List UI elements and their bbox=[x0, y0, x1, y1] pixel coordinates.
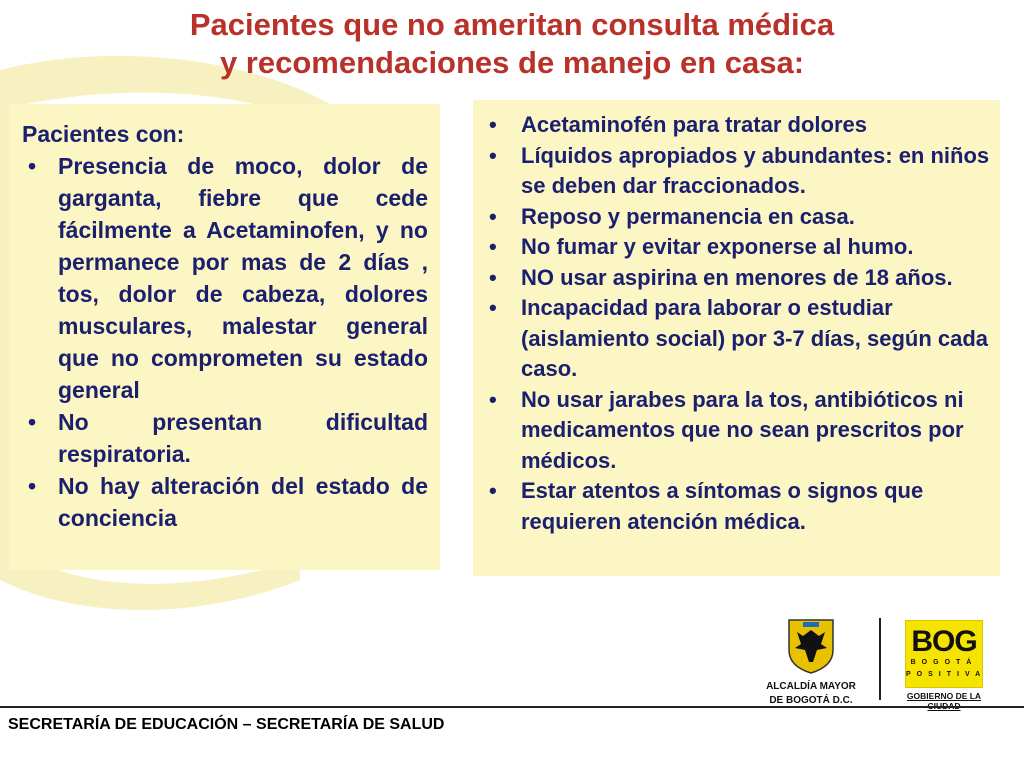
list-item-text: Incapacidad para laborar o estudiar (aislamiento social) por 3-7 días, según cada caso. bbox=[521, 295, 989, 381]
list-item-text: Reposo y permanencia en casa. bbox=[521, 203, 855, 229]
list-item-text: No presentan dificultad respiratoria. bbox=[58, 409, 428, 467]
bogota-positiva-logo bbox=[902, 620, 986, 711]
bog-gov-text: GOBIERNO DE LA bbox=[906, 691, 982, 701]
recommendations-box bbox=[473, 100, 1000, 576]
list-item bbox=[483, 293, 990, 385]
title-line-1: Pacientes que no ameritan consulta médica bbox=[189, 7, 835, 42]
bog-sub-2: POSITIVA bbox=[906, 671, 987, 678]
alcaldia-line-2: DE BOGOTÁ D.C. bbox=[769, 695, 853, 706]
list-item-text: Estar atentos a síntomas o signos que requieren atención médica. bbox=[521, 478, 924, 534]
logo-divider bbox=[879, 618, 881, 700]
symptoms-list bbox=[22, 150, 428, 534]
symptoms-intro: Pacientes con: bbox=[22, 121, 185, 147]
list-item bbox=[22, 406, 428, 470]
bullet-glyph: • bbox=[28, 153, 37, 179]
list-item bbox=[483, 110, 990, 141]
alcaldia-logo bbox=[756, 616, 866, 707]
list-item-text: Líquidos apropiados y abundantes: en niños se deben dar fraccionados. bbox=[521, 142, 990, 198]
footer-text: SECRETARÍA DE EDUCACIÓN – SECRETARÍA DE SALUD bbox=[8, 716, 445, 733]
bullet-glyph: • bbox=[28, 409, 37, 435]
bullet-glyph: • bbox=[489, 386, 497, 412]
list-item bbox=[483, 385, 990, 477]
list-item bbox=[483, 141, 990, 202]
bog-mark: BOG bbox=[911, 625, 977, 658]
coat-of-arms-icon bbox=[785, 616, 837, 674]
bog-sub-1: BOGOTÁ bbox=[910, 659, 978, 666]
list-item bbox=[483, 202, 990, 233]
list-item bbox=[483, 232, 990, 263]
alcaldia-line-1: ALCALDÍA MAYOR bbox=[766, 681, 856, 692]
footer-divider bbox=[0, 706, 1024, 708]
list-item-text: Acetaminofén para tratar dolores bbox=[521, 112, 867, 137]
bullet-glyph: • bbox=[489, 234, 497, 259]
list-item-text: Presencia de moco, dolor de garganta, fiebre que cede fácilmente a Acetaminofen, y no permanece por mas de 2 días , tos, dolor de cabeza, dolores musculares, malestar general que no comprometen su estado general bbox=[58, 153, 428, 403]
list-item bbox=[22, 150, 428, 406]
list-item-text: NO usar aspirina en menores de 18 años. bbox=[521, 264, 953, 290]
bullet-glyph: • bbox=[489, 478, 497, 503]
list-item bbox=[22, 470, 428, 534]
bullet-glyph: • bbox=[489, 203, 497, 229]
list-item bbox=[483, 476, 990, 537]
list-item-text: No usar jarabes para la tos, antibióticos ni medicamentos que no sean prescritos por médicos. bbox=[521, 386, 964, 473]
list-item bbox=[483, 263, 990, 294]
bog-badge bbox=[905, 620, 987, 688]
page-title bbox=[0, 6, 1024, 82]
bullet-glyph: • bbox=[28, 473, 37, 499]
list-item-text: No hay alteración del estado de conciencia bbox=[58, 473, 428, 531]
bullet-glyph: • bbox=[489, 295, 497, 320]
bullet-glyph: • bbox=[489, 142, 497, 168]
title-line-2: y recomendaciones de manejo en casa: bbox=[219, 45, 805, 80]
bullet-glyph: • bbox=[489, 264, 497, 290]
list-item-text: No fumar y evitar exponerse al humo. bbox=[521, 234, 914, 259]
symptoms-box bbox=[10, 104, 440, 570]
bullet-glyph: • bbox=[489, 112, 497, 137]
recommendations-list bbox=[483, 110, 990, 537]
